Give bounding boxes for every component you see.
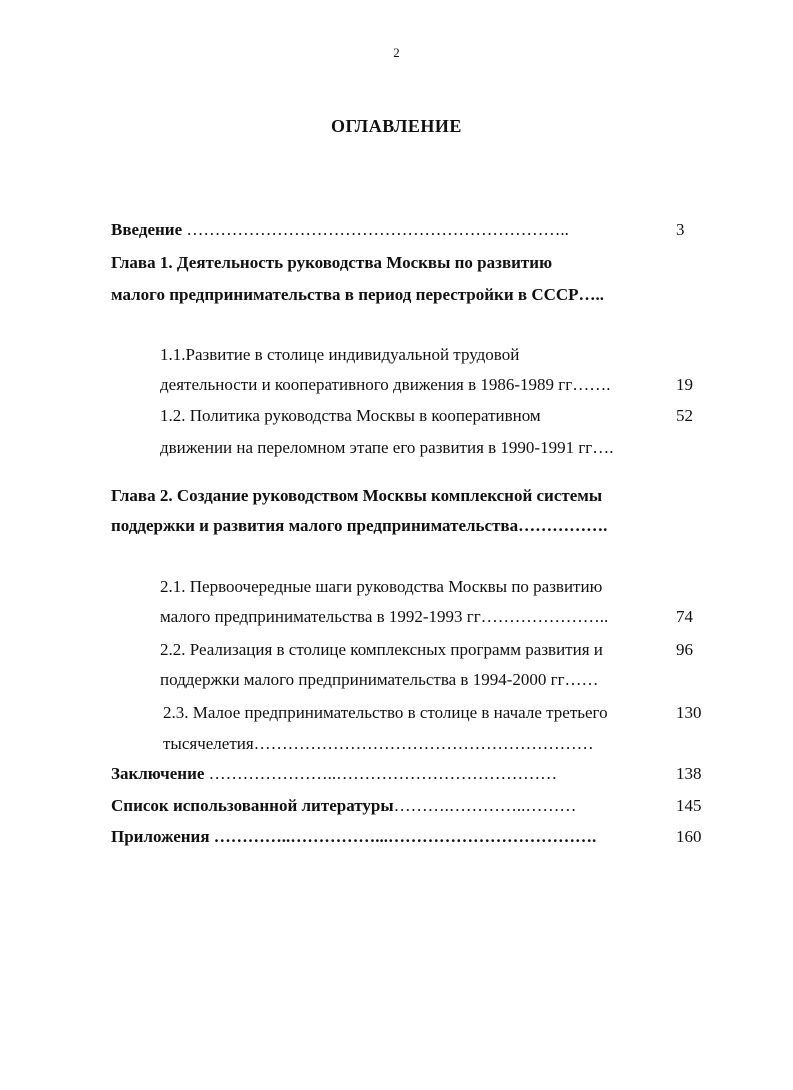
toc-entry-intro — [111, 219, 569, 241]
toc-entry-label: Заключение — [111, 764, 205, 783]
section-2-2-line1: 2.2. Реализация в столице комплексных программ развития и — [160, 640, 603, 659]
toc-entry-label: Введение — [111, 220, 183, 239]
section-2-2-line2: поддержки малого предпринимательства в 1994-2000 гг…… — [160, 670, 599, 689]
toc-page-number: 3 — [676, 220, 685, 239]
toc-page-number: 19 — [676, 375, 693, 394]
section-2-3-line2: тысячелетия…………………………………………………… — [163, 734, 594, 753]
toc-leader: …………………..………………………………… — [204, 764, 558, 783]
toc-page-number: 145 — [676, 796, 702, 815]
section-2-1-line1: 2.1. Первоочередные шаги руководства Москвы по развитию — [160, 577, 603, 596]
toc-leader: …………..……………...………………………………. — [209, 827, 597, 846]
page-number: 2 — [393, 45, 400, 60]
toc-page-number: 160 — [676, 827, 702, 846]
toc-entry-references — [111, 795, 576, 817]
toc-leader: ………………………………………………………….. — [182, 220, 569, 239]
section-1-2-line1: 1.2. Политика руководства Москвы в кооперативном — [160, 406, 541, 425]
toc-entry-label: Приложения — [111, 827, 210, 846]
chapter-1-heading-line1: Глава 1. Деятельность руководства Москвы по развитию — [111, 253, 553, 272]
toc-entry-appendix — [111, 826, 596, 848]
toc-page-number: 96 — [676, 640, 693, 659]
toc-page-number: 52 — [676, 406, 693, 425]
toc-page-number: 74 — [676, 607, 693, 626]
section-2-3-line1: 2.3. Малое предпринимательство в столице в начале третьего — [163, 703, 608, 722]
chapter-2-heading-line2: поддержки и развития малого предпринимательства……………. — [111, 516, 608, 535]
section-1-1-line2: деятельности и кооперативного движения в 1986-1989 гг……. — [160, 375, 611, 394]
toc-entry-conclusion — [111, 763, 557, 785]
chapter-1-heading-line2: малого предпринимательства в период перестройки в СССР….. — [111, 285, 605, 304]
toc-page-number: 130 — [676, 703, 702, 722]
toc-entry-label: Список использованной литературы — [111, 796, 394, 815]
toc-leader: ……….…………..……… — [393, 796, 577, 815]
section-2-1-line2: малого предпринимательства в 1992-1993 гг………………….. — [160, 607, 609, 626]
section-1-1-line1: 1.1.Развитие в столице индивидуальной трудовой — [160, 345, 520, 364]
chapter-2-heading-line1: Глава 2. Создание руководством Москвы комплексной системы — [111, 486, 603, 505]
toc-page-number: 138 — [676, 764, 702, 783]
page-title: ОГЛАВЛЕНИЕ — [331, 116, 462, 136]
section-1-2-line2: движении на переломном этапе его развития в 1990-1991 гг…. — [160, 438, 614, 457]
